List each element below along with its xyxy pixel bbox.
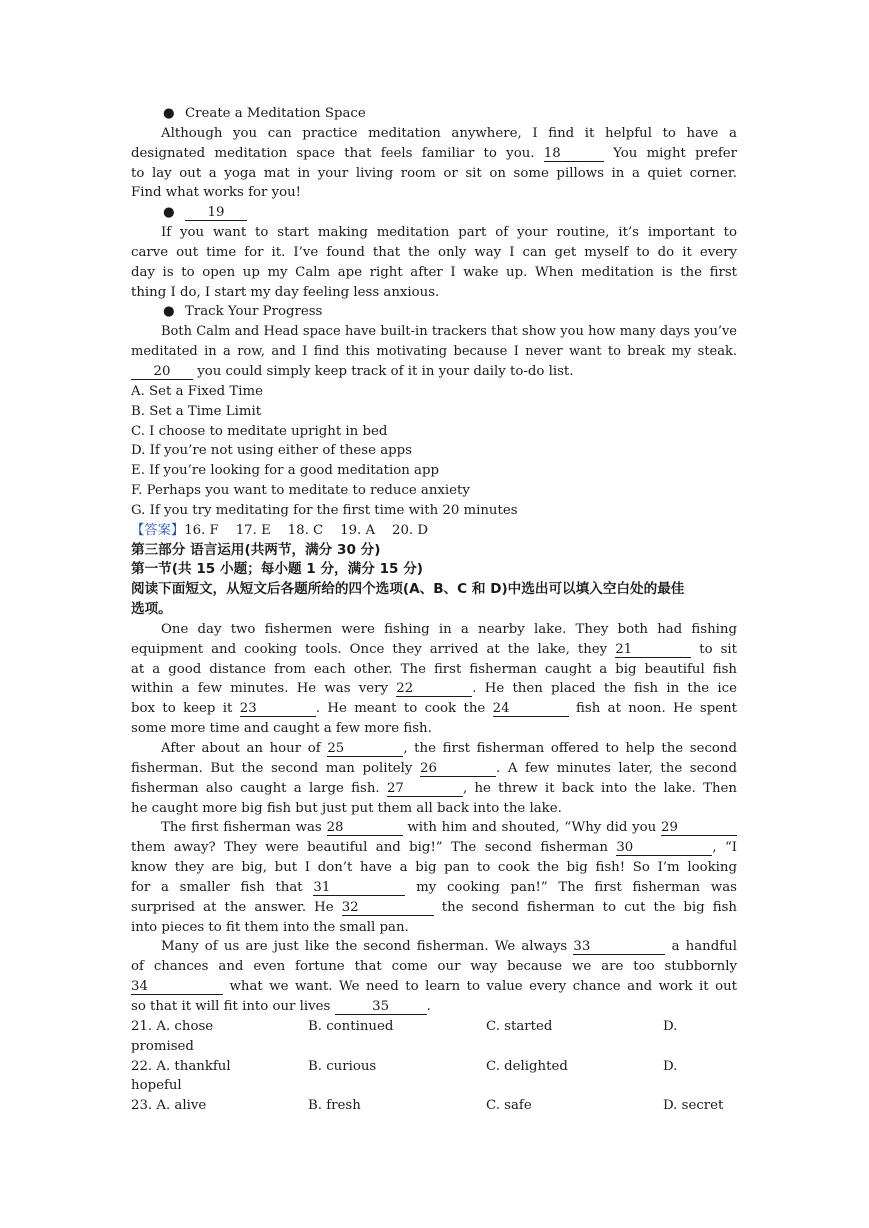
blank-33: 33 [573, 939, 665, 955]
question-row: 22. A. thankful B. curious C. delighted D. [131, 1058, 678, 1074]
option-line: A. Set a Fixed Time [131, 383, 263, 399]
passage-line: fisherman also caught a large fish. 27 , he threw it back into the lake. Then [131, 780, 737, 796]
passage-line: at a good distance from each other. The first fisherman caught a big beautiful fish [131, 661, 737, 677]
passage-line: One day two fishermen were fishing in a nearby lake. They both had fishing [161, 621, 737, 637]
bullet-icon: ● [163, 106, 175, 121]
option-line: D. If you’re not using either of these apps [131, 443, 412, 459]
blank-20: 20 [131, 364, 193, 380]
paragraph-line: to lay out a yoga mat in your living room or sit on some pillows in a quiet corner. [131, 165, 737, 181]
instruction-line: 阅读下面短文，从短文后各题所给的四个选项(A、B、C 和 D)中选出可以填入空白处的最佳 [131, 581, 685, 598]
passage-line: for a smaller fish that 31 my cooking pan!” The first fisherman was [131, 879, 737, 895]
passage-line: box to keep it 23 . He meant to cook the 24 fish at noon. He spent [131, 701, 737, 717]
option-line: E. If you’re looking for a good meditation app [131, 463, 439, 479]
passage-line: fisherman. But the second man politely 26 . A few minutes later, the second [131, 760, 737, 776]
passage-line: After about an hour of 25 , the first fisherman offered to help the second [161, 741, 737, 756]
document-page [131, 104, 737, 1116]
instruction-line: 选项。 [131, 601, 172, 618]
passage-line: so that it will fit into our lives 35 . [131, 998, 431, 1014]
bullet-icon: ● [163, 304, 175, 320]
paragraph-line: Find what works for you! [131, 185, 302, 201]
blank-34: 34 [131, 979, 223, 995]
paragraph-line: thing I do, I start my day feeling less anxious. [131, 284, 440, 300]
blank-32: 32 [342, 900, 434, 916]
passage-line: of chances and even fortune that come our way because we are too stubbornly [131, 959, 737, 975]
passage-line: surprised at the answer. He 32 the second fisherman to cut the big fish [131, 899, 737, 915]
blank-25: 25 [327, 741, 403, 757]
passage-line: some more time and caught a few more fish. [131, 721, 432, 737]
passage-line: know they are big, but I don’t have a big pan to cook the big fish! So I’m looking [131, 860, 737, 876]
option-line: C. I choose to meditate upright in bed [131, 423, 388, 439]
option-line: F. Perhaps you want to meditate to reduce anxiety [131, 483, 470, 499]
blank-27: 27 [387, 781, 463, 797]
blank-31: 31 [313, 880, 405, 896]
blank-29: 29 [661, 820, 737, 836]
blank-18: 18 [544, 146, 604, 162]
paragraph-line: If you want to start making meditation part of your routine, it’s important to [161, 225, 737, 241]
question-row: 23. A. alive B. fresh C. safe D. secret [131, 1098, 724, 1114]
passage-line: them away? They were beautiful and big!” The second fisherman 30 , “I [131, 840, 737, 856]
paragraph-line: day is to open up my Calm ape right after I wake up. When meditation is the first [131, 264, 737, 280]
passage-line: into pieces to fit them into the small pan. [131, 919, 409, 935]
bullet-heading-3: ● Track Your Progress [131, 302, 737, 322]
question-wrap: promised [131, 1038, 194, 1054]
passage-line: equipment and cooking tools. Once they arrived at the lake, they 21 to sit [131, 641, 737, 657]
paragraph-line: meditated in a row, and I find this motivating because I never want to break my steak. [131, 344, 737, 360]
bullet-icon: ● [163, 205, 175, 221]
section-heading: 第三部分 语言运用(共两节，满分 30 分) [131, 541, 381, 558]
answer-line: 【答案】16. F 17. E 18. C 19. A 20. D [131, 522, 429, 538]
blank-19: 19 [185, 205, 247, 221]
paragraph-line: Both Calm and Head space have built-in trackers that show you how many days you’ve [161, 324, 737, 340]
paragraph-line: 20 you could simply keep track of it in your daily to-do list. [131, 362, 737, 382]
paragraph-line: carve out time for it. I’ve found that the only way I can get myself to do it every [131, 244, 737, 260]
blank-28: 28 [327, 820, 403, 836]
bullet-heading-1: ● Create a Meditation Space [131, 104, 737, 124]
bullet-heading-2 [131, 203, 737, 223]
question-row: 21. A. chose B. continued C. started D. [131, 1018, 678, 1034]
paragraph-line: Although you can practice meditation anywhere, I find it helpful to have a [161, 125, 737, 141]
blank-35: 35 [335, 999, 427, 1015]
option-line: G. If you try meditating for the first time with 20 minutes [131, 502, 518, 518]
passage-line: 34 what we want. We need to learn to value every chance and work it out [131, 979, 737, 995]
blank-22: 22 [396, 681, 472, 697]
blank-24: 24 [493, 701, 569, 717]
answer-tag: 【答案】 [131, 522, 185, 538]
blank-21: 21 [615, 642, 691, 658]
blank-23: 23 [240, 701, 316, 717]
passage-line: he caught more big fish but just put them all back into the lake. [131, 800, 562, 816]
passage-line: The first fisherman was 28 with him and shouted, “Why did you 29 [131, 818, 737, 838]
passage-line: within a few minutes. He was very 22 . He then placed the fish in the ice [131, 681, 737, 697]
blank-30: 30 [616, 840, 712, 856]
passage-line: Many of us are just like the second fisherman. We always 33 a handful [161, 939, 737, 955]
paragraph-line: designated meditation space that feels familiar to you. 18 You might prefer [131, 145, 737, 161]
option-line: B. Set a Time Limit [131, 403, 262, 419]
blank-26: 26 [420, 761, 496, 777]
section-subheading: 第一节(共 15 小题；每小题 1 分，满分 15 分) [131, 561, 424, 578]
question-wrap: hopeful [131, 1078, 182, 1094]
